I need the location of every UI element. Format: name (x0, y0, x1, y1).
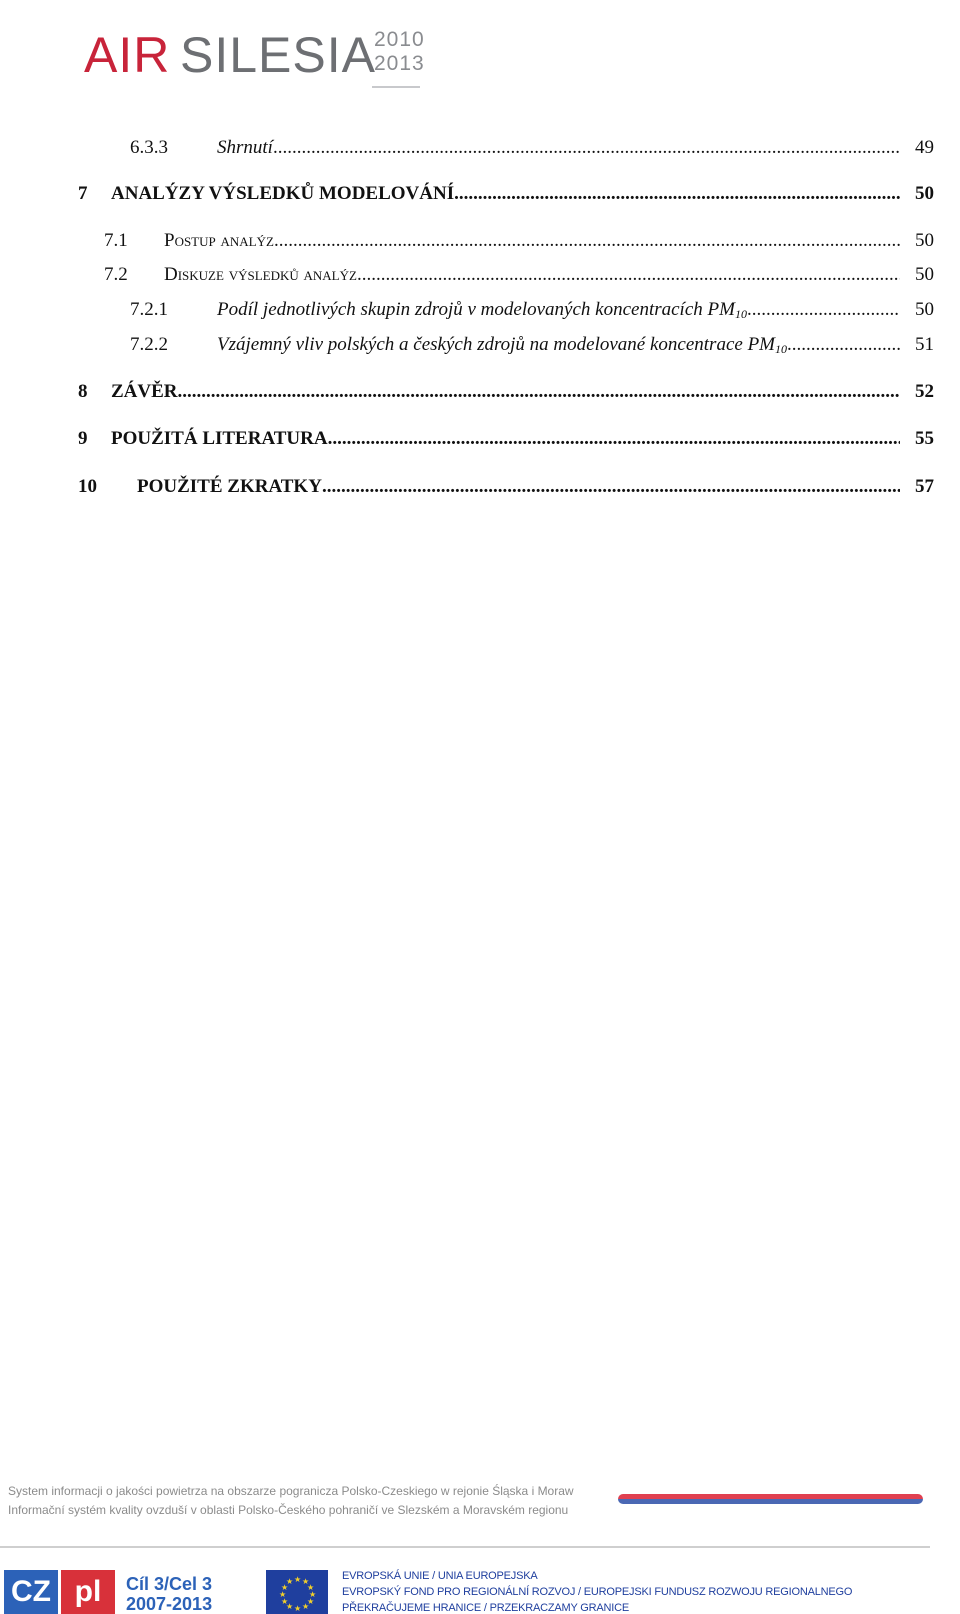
toc-title-subscript: 10 (775, 342, 788, 356)
toc-leader-dots (328, 426, 900, 452)
toc-entry[interactable] (0, 262, 960, 288)
logo-silesia-text: SILESIA (180, 27, 376, 83)
logo-year-end: 2013 (374, 52, 425, 75)
toc-entry[interactable] (0, 332, 960, 358)
toc-title-wrap (217, 297, 747, 327)
cz-pl-logo (4, 1570, 115, 1614)
toc-page-number: 57 (915, 476, 934, 497)
toc-title-line (137, 474, 900, 500)
toc-page-number: 50 (915, 264, 934, 285)
toc-entry[interactable] (0, 228, 960, 254)
toc-entry[interactable] (0, 181, 960, 207)
toc-leader-dots (454, 181, 900, 207)
logo-year-start: 2010 (374, 28, 425, 51)
toc-number: 10 (78, 476, 97, 497)
cz-logo-block: CZ (4, 1570, 58, 1614)
toc-entry[interactable] (0, 426, 960, 452)
toc-leader-dots (178, 379, 900, 405)
toc-number: 7.2.1 (130, 299, 168, 320)
toc-title-line (217, 135, 900, 161)
cil-program-name: Cíl 3/Cel 3 (126, 1574, 213, 1594)
toc-title: Postup analýz (164, 230, 274, 251)
toc-leader-dots (322, 474, 900, 500)
toc-title: Podíl jednotlivých skupin zdrojů v modelovaných koncentracích PM (217, 299, 735, 320)
toc-number: 7.2.2 (130, 334, 168, 355)
footer-color-bar (618, 1494, 923, 1504)
toc-title-subscript: 10 (734, 307, 747, 321)
toc-entry[interactable] (0, 474, 960, 500)
eu-text-line3: PŘEKRAČUJEME HRANICE / PRZEKRACZAMY GRANICE (342, 1602, 630, 1614)
eu-text-line2: EVROPSKÝ FOND PRO REGIONÁLNÍ ROZVOJ / EUROPEJSKI FUNDUSZ ROZWOJU REGIONALNEGO (342, 1586, 853, 1598)
footer-text-czech: Informační systém kvality ovzduší v oblasti Polsko-Českého pohraničí ve Slezském a Moravském regionu (8, 1503, 569, 1517)
toc-page-number: 49 (915, 137, 934, 158)
toc-title: ANALÝZY VÝSLEDKŮ MODELOVÁNÍ (111, 183, 455, 204)
footer-text-polish: System informacji o jakości powietrza na obszarze pogranicza Polsko-Czeskiego w rejonie Śląska i Moraw (8, 1484, 574, 1498)
cil-program-years: 2007-2013 (126, 1594, 213, 1614)
toc-number: 6.3.3 (130, 137, 168, 158)
toc-number: 7.1 (104, 230, 128, 251)
toc-entry[interactable] (0, 297, 960, 323)
toc-title-line (111, 379, 900, 405)
toc-title: POUŽITÁ LITERATURA (111, 428, 328, 449)
logo-underline (372, 86, 420, 88)
toc-title: Shrnutí (217, 137, 273, 158)
pl-logo-block: pl (61, 1570, 115, 1614)
toc-title-line (217, 332, 900, 362)
toc-title-line (164, 262, 900, 288)
toc-title-line (164, 228, 900, 254)
toc-number: 7.2 (104, 264, 128, 285)
toc-leader-dots (357, 262, 900, 288)
eu-text-line1: EVROPSKÁ UNIE / UNIA EUROPEJSKA (342, 1570, 538, 1582)
toc-page-number: 50 (915, 183, 934, 204)
cil-program-logo (126, 1574, 212, 1614)
toc-entry[interactable] (0, 135, 960, 161)
toc-number: 8 (78, 381, 88, 402)
footer-divider (0, 1546, 930, 1548)
toc-leader-dots (787, 332, 900, 362)
toc-title-line (111, 181, 900, 207)
toc-title: Vzájemný vliv polských a českých zdrojů na modelované koncentrace PM (217, 334, 776, 355)
toc-title: POUŽITÉ ZKRATKY (137, 476, 322, 497)
toc-entry[interactable] (0, 379, 960, 405)
toc-leader-dots (273, 135, 900, 161)
toc-page-number: 52 (915, 381, 934, 402)
eu-flag-icon: ★ ★ ★ ★ ★ ★ ★ ★ ★ ★ ★ ★ (266, 1570, 328, 1614)
toc-page-number: 50 (915, 230, 934, 251)
logo-years (374, 28, 425, 76)
toc-leader-dots (274, 228, 900, 254)
toc-number: 9 (78, 428, 88, 449)
toc-title-line (111, 426, 900, 452)
toc-page-number: 55 (915, 428, 934, 449)
toc-title: ZÁVĚR (111, 381, 178, 402)
toc-page-number: 50 (915, 299, 934, 320)
toc-leader-dots (747, 297, 900, 327)
toc-page-number: 51 (915, 334, 934, 355)
logo-air-text: AIR (84, 27, 171, 83)
toc-title-wrap (217, 332, 787, 362)
toc-number: 7 (78, 183, 88, 204)
toc-title-line (217, 297, 900, 327)
toc-title: Diskuze výsledků analýz (164, 264, 357, 285)
